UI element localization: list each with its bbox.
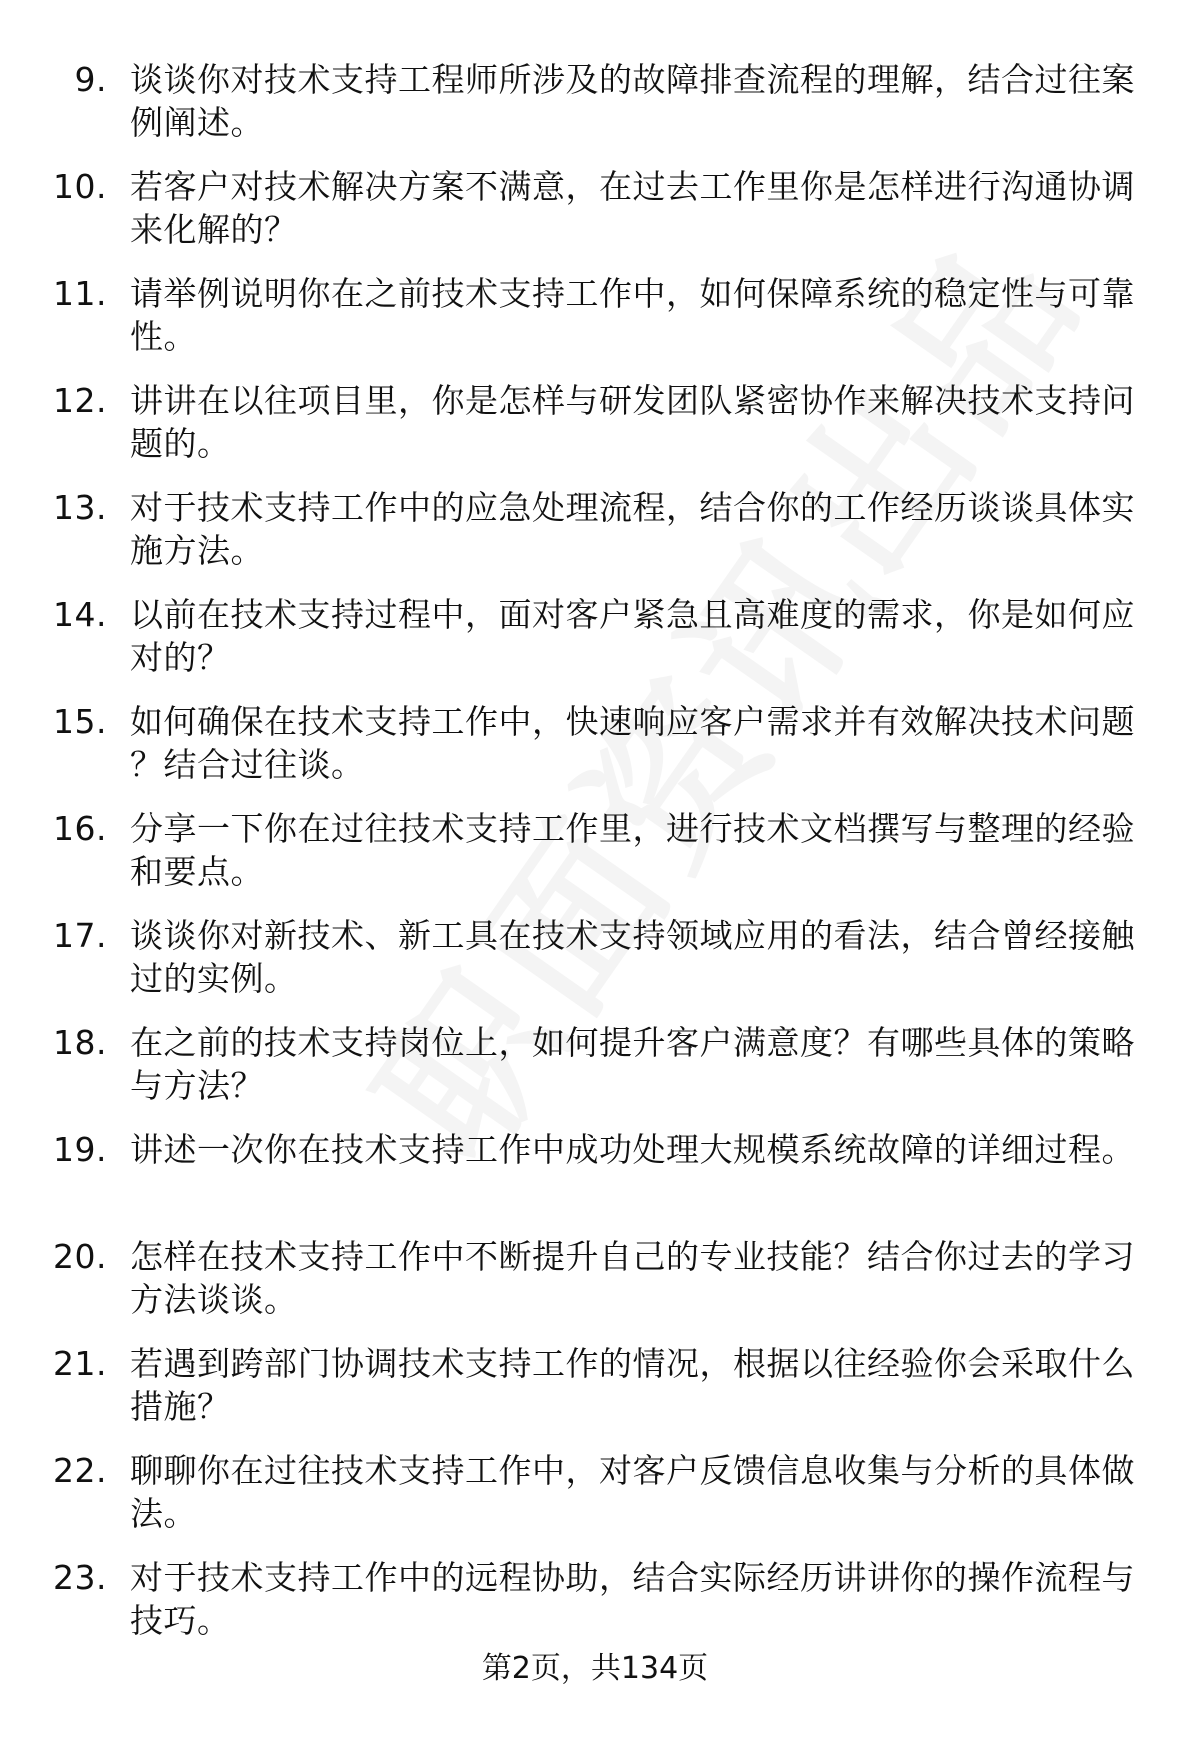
- question-item: [0, 165, 1190, 272]
- question-text: 对于技术支持工作中的远程协助，结合实际经历讲讲你的操作流程与技巧。: [130, 1558, 1135, 1640]
- question-list: [0, 58, 1190, 1663]
- question-number: 12.: [53, 381, 107, 420]
- question-number: 17.: [53, 916, 107, 955]
- question-number: 20.: [53, 1237, 107, 1276]
- question-item: [0, 58, 1190, 165]
- question-text: 讲讲在以往项目里，你是怎样与研发团队紧密协作来解决技术支持问题的。: [130, 381, 1135, 463]
- question-item: [0, 1021, 1190, 1128]
- question-item: [0, 700, 1190, 807]
- question-number: 9.: [74, 60, 107, 99]
- question-item: [0, 1235, 1190, 1342]
- question-item: [0, 1342, 1190, 1449]
- question-text: 在之前的技术支持岗位上，如何提升客户满意度？有哪些具体的策略与方法？: [130, 1023, 1135, 1105]
- question-item: [0, 1449, 1190, 1556]
- question-item: [0, 272, 1190, 379]
- question-number: 21.: [53, 1344, 107, 1383]
- question-text: 请举例说明你在之前技术支持工作中，如何保障系统的稳定性与可靠性。: [130, 274, 1135, 356]
- question-item: [0, 379, 1190, 486]
- question-number: 23.: [53, 1558, 107, 1597]
- question-text: 分享一下你在过往技术支持工作里，进行技术文档撰写与整理的经验和要点。: [130, 809, 1135, 891]
- question-item: [0, 1556, 1190, 1663]
- question-number: 10.: [53, 167, 107, 206]
- question-number: 11.: [53, 274, 107, 313]
- page-footer: 第2页，共134页: [481, 1651, 709, 1686]
- question-item: [0, 593, 1190, 700]
- question-item: [0, 914, 1190, 1021]
- question-text: 如何确保在技术支持工作中，快速响应客户需求并有效解决技术问题？结合过往谈。: [130, 702, 1135, 784]
- question-text: 若客户对技术解决方案不满意，在过去工作里你是怎样进行沟通协调来化解的？: [130, 167, 1135, 249]
- question-item: [0, 1128, 1190, 1235]
- question-text: 若遇到跨部门协调技术支持工作的情况，根据以往经验你会采取什么措施？: [130, 1344, 1135, 1426]
- question-number: 16.: [53, 809, 107, 848]
- question-text: 谈谈你对技术支持工程师所涉及的故障排查流程的理解，结合过往案例阐述。: [130, 60, 1135, 142]
- question-number: 22.: [53, 1451, 107, 1490]
- question-text: 怎样在技术支持工作中不断提升自己的专业技能？结合你过去的学习方法谈谈。: [130, 1237, 1135, 1319]
- question-number: 15.: [53, 702, 107, 741]
- question-number: 18.: [53, 1023, 107, 1062]
- question-text: 谈谈你对新技术、新工具在技术支持领域应用的看法，结合曾经接触过的实例。: [130, 916, 1135, 998]
- question-text: 以前在技术支持过程中，面对客户紧急且高难度的需求，你是如何应对的？: [130, 595, 1135, 677]
- question-item: [0, 807, 1190, 914]
- question-number: 13.: [53, 488, 107, 527]
- question-text: 对于技术支持工作中的应急处理流程，结合你的工作经历谈谈具体实施方法。: [130, 488, 1135, 570]
- question-text: 讲述一次你在技术支持工作中成功处理大规模系统故障的详细过程。: [130, 1130, 1135, 1169]
- question-text: 聊聊你在过往技术支持工作中，对客户反馈信息收集与分析的具体做法。: [130, 1451, 1135, 1533]
- question-item: [0, 486, 1190, 593]
- question-number: 19.: [53, 1130, 107, 1169]
- question-number: 14.: [53, 595, 107, 634]
